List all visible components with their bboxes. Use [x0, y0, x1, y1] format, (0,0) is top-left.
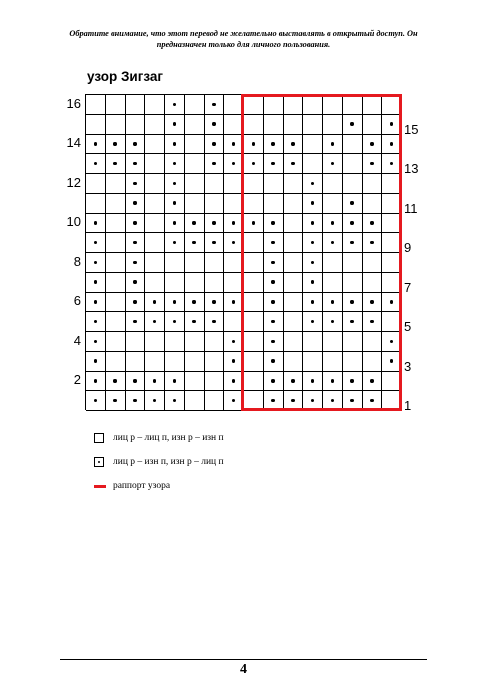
chart-cell-knit [323, 332, 343, 352]
chart-cell-purl [382, 135, 402, 155]
chart-cell-purl [303, 293, 323, 313]
chart-cell-knit [224, 312, 244, 332]
chart-cell-knit [323, 95, 343, 115]
chart-cell-knit [363, 174, 383, 194]
chart-cell-purl [323, 233, 343, 253]
row-number-label: 12 [66, 174, 81, 190]
chart-cell-purl [382, 293, 402, 313]
chart-cell-purl [165, 174, 185, 194]
empty-square-icon [94, 433, 104, 443]
chart-cell-purl [224, 332, 244, 352]
chart-cell-knit [224, 253, 244, 273]
chart-cell-purl [382, 115, 402, 135]
chart-cell-knit [343, 332, 363, 352]
chart-cell-knit [323, 194, 343, 214]
chart-cell-knit [244, 115, 264, 135]
chart-cell-purl [165, 194, 185, 214]
chart-cell-knit [284, 214, 304, 234]
chart-cell-purl [343, 312, 363, 332]
chart-cell-knit [205, 273, 225, 293]
chart-cell-purl [363, 135, 383, 155]
chart-cell-purl [363, 372, 383, 392]
chart-cell-knit [303, 115, 323, 135]
chart-cell-knit [303, 154, 323, 174]
chart-cell-knit [244, 352, 264, 372]
chart-cell-purl [264, 135, 284, 155]
chart-cell-purl [264, 312, 284, 332]
chart-cell-knit [205, 352, 225, 372]
chart-cell-purl [264, 372, 284, 392]
chart-title: узор Зигзаг [87, 69, 163, 84]
row-number-label: 4 [73, 332, 81, 348]
chart-cell-purl [224, 154, 244, 174]
chart-cell-purl [224, 391, 244, 411]
chart-cell-purl [126, 154, 146, 174]
chart-cell-knit [382, 391, 402, 411]
chart-cell-knit [323, 352, 343, 372]
chart-cell-knit [106, 214, 126, 234]
chart-cell-purl [86, 391, 106, 411]
chart-cell-purl [86, 332, 106, 352]
chart-cell-purl [126, 194, 146, 214]
chart-cell-knit [244, 312, 264, 332]
chart-cell-knit [363, 273, 383, 293]
legend-repeat [94, 480, 170, 492]
chart-cell-knit [86, 95, 106, 115]
chart-cell-purl [303, 233, 323, 253]
chart-cell-knit [165, 253, 185, 273]
chart-cell-knit [185, 174, 205, 194]
dot-square-icon [94, 457, 104, 467]
chart-cell-purl [303, 312, 323, 332]
row-number-label: 10 [66, 214, 81, 230]
chart-cell-knit [343, 154, 363, 174]
chart-cell-purl [106, 372, 126, 392]
chart-cell-knit [284, 194, 304, 214]
chart-cell-knit [106, 174, 126, 194]
chart-cell-knit [382, 273, 402, 293]
chart-cell-purl [145, 312, 165, 332]
chart-cell-purl [244, 135, 264, 155]
chart-cell-knit [145, 273, 165, 293]
chart-cell-purl [343, 372, 363, 392]
row-number-label: 9 [404, 240, 412, 256]
chart-cell-knit [343, 95, 363, 115]
chart-cell-purl [185, 214, 205, 234]
row-number-label: 13 [404, 161, 419, 177]
chart-cell-knit [244, 174, 264, 194]
chart-cell-purl [303, 194, 323, 214]
chart-cell-knit [126, 95, 146, 115]
chart-cell-purl [363, 391, 383, 411]
chart-cell-purl [323, 391, 343, 411]
legend-purl-label: лиц р – изн п, изн р – лиц п [113, 457, 224, 467]
chart-cell-knit [165, 332, 185, 352]
chart-cell-knit [303, 352, 323, 372]
chart-cell-purl [284, 135, 304, 155]
chart-cell-knit [126, 352, 146, 372]
chart-cell-purl [126, 372, 146, 392]
chart-cell-purl [224, 135, 244, 155]
chart-cell-purl [323, 312, 343, 332]
chart-cell-knit [106, 95, 126, 115]
chart-cell-knit [284, 312, 304, 332]
chart-cell-knit [303, 332, 323, 352]
chart-cell-knit [244, 273, 264, 293]
chart-cell-purl [165, 372, 185, 392]
chart-cell-purl [165, 214, 185, 234]
chart-cell-knit [106, 312, 126, 332]
chart-cell-purl [303, 273, 323, 293]
chart-cell-purl [363, 214, 383, 234]
chart-cell-knit [343, 135, 363, 155]
chart-cell-purl [205, 214, 225, 234]
chart-cell-purl [205, 293, 225, 313]
chart-cell-purl [205, 135, 225, 155]
chart-cell-purl [284, 372, 304, 392]
chart-cell-knit [145, 352, 165, 372]
chart-cell-purl [205, 312, 225, 332]
chart-cell-knit [185, 115, 205, 135]
chart-cell-knit [205, 194, 225, 214]
page-number: 4 [240, 662, 247, 677]
legend-knit [94, 432, 224, 444]
chart-cell-purl [86, 293, 106, 313]
chart-cell-knit [205, 372, 225, 392]
chart-cell-knit [165, 352, 185, 372]
chart-cell-purl [86, 135, 106, 155]
chart-cell-purl [165, 233, 185, 253]
row-number-label: 11 [404, 200, 418, 216]
chart-cell-knit [284, 253, 304, 273]
chart-cell-knit [284, 273, 304, 293]
chart-cell-knit [323, 174, 343, 194]
chart-cell-knit [382, 194, 402, 214]
chart-cell-purl [264, 273, 284, 293]
chart-cell-knit [382, 312, 402, 332]
chart-cell-purl [205, 95, 225, 115]
chart-cell-knit [106, 233, 126, 253]
knitting-chart-grid [85, 94, 401, 410]
chart-cell-knit [323, 273, 343, 293]
chart-cell-knit [185, 253, 205, 273]
chart-cell-purl [86, 214, 106, 234]
chart-cell-knit [145, 194, 165, 214]
chart-cell-purl [205, 115, 225, 135]
chart-cell-purl [264, 293, 284, 313]
chart-cell-knit [145, 253, 165, 273]
row-number-label: 14 [66, 135, 81, 151]
chart-cell-knit [145, 95, 165, 115]
chart-cell-purl [264, 391, 284, 411]
chart-cell-purl [165, 95, 185, 115]
chart-cell-purl [264, 253, 284, 273]
chart-cell-purl [165, 293, 185, 313]
chart-cell-knit [264, 194, 284, 214]
chart-cell-purl [303, 253, 323, 273]
chart-cell-purl [264, 214, 284, 234]
chart-cell-purl [106, 391, 126, 411]
chart-cell-purl [323, 135, 343, 155]
chart-cell-purl [264, 233, 284, 253]
chart-cell-purl [106, 135, 126, 155]
red-line-icon [94, 485, 106, 488]
legend-knit-label: лиц р – лиц п, изн р – изн п [113, 433, 224, 443]
chart-cell-purl [363, 293, 383, 313]
chart-cell-knit [145, 233, 165, 253]
footer-rule [60, 659, 427, 660]
chart-cell-knit [323, 253, 343, 273]
chart-cell-knit [185, 332, 205, 352]
chart-cell-purl [126, 293, 146, 313]
chart-cell-purl [323, 214, 343, 234]
chart-cell-knit [224, 174, 244, 194]
chart-cell-knit [244, 253, 264, 273]
chart-cell-purl [86, 372, 106, 392]
chart-cell-purl [224, 352, 244, 372]
chart-cell-knit [145, 154, 165, 174]
chart-cell-purl [303, 214, 323, 234]
chart-cell-knit [185, 352, 205, 372]
chart-cell-knit [145, 115, 165, 135]
chart-cell-knit [165, 273, 185, 293]
chart-cell-knit [106, 293, 126, 313]
chart-cell-knit [284, 352, 304, 372]
chart-cell-knit [264, 174, 284, 194]
chart-cell-knit [244, 233, 264, 253]
chart-cell-knit [106, 352, 126, 372]
legend-purl [94, 456, 224, 468]
chart-cell-knit [363, 95, 383, 115]
chart-cell-knit [382, 233, 402, 253]
chart-cell-knit [205, 253, 225, 273]
chart-cell-knit [185, 154, 205, 174]
chart-cell-purl [343, 233, 363, 253]
chart-cell-purl [303, 174, 323, 194]
chart-cell-purl [205, 233, 225, 253]
chart-cell-knit [284, 115, 304, 135]
chart-cell-knit [86, 194, 106, 214]
chart-cell-purl [185, 293, 205, 313]
chart-cell-knit [244, 293, 264, 313]
chart-cell-knit [106, 273, 126, 293]
chart-cell-purl [145, 293, 165, 313]
chart-cell-purl [303, 372, 323, 392]
chart-cell-knit [244, 391, 264, 411]
chart-cell-purl [343, 214, 363, 234]
chart-cell-purl [323, 372, 343, 392]
chart-cell-knit [205, 391, 225, 411]
chart-cell-knit [185, 391, 205, 411]
chart-cell-purl [343, 194, 363, 214]
chart-cell-purl [284, 391, 304, 411]
chart-cell-knit [284, 233, 304, 253]
chart-cell-knit [185, 194, 205, 214]
chart-cell-purl [224, 372, 244, 392]
chart-cell-knit [106, 332, 126, 352]
chart-cell-knit [323, 115, 343, 135]
chart-cell-knit [244, 95, 264, 115]
chart-cell-purl [323, 154, 343, 174]
chart-cell-knit [363, 352, 383, 372]
chart-cell-knit [224, 194, 244, 214]
chart-cell-purl [363, 233, 383, 253]
chart-cell-purl [145, 391, 165, 411]
chart-cell-knit [185, 273, 205, 293]
chart-cell-purl [363, 312, 383, 332]
chart-cell-knit [284, 174, 304, 194]
chart-cell-knit [303, 95, 323, 115]
chart-cell-knit [363, 115, 383, 135]
chart-cell-purl [264, 332, 284, 352]
row-number-label: 5 [404, 319, 412, 335]
chart-cell-purl [86, 154, 106, 174]
chart-cell-knit [363, 253, 383, 273]
row-number-label: 8 [73, 253, 81, 269]
chart-cell-knit [145, 332, 165, 352]
chart-cell-knit [343, 352, 363, 372]
chart-cell-purl [165, 312, 185, 332]
chart-cell-knit [382, 214, 402, 234]
chart-cell-purl [165, 115, 185, 135]
chart-cell-purl [126, 214, 146, 234]
chart-cell-knit [382, 372, 402, 392]
chart-cell-knit [264, 115, 284, 135]
chart-cell-knit [106, 194, 126, 214]
chart-cell-purl [126, 253, 146, 273]
chart-cell-purl [264, 154, 284, 174]
row-number-label: 2 [73, 372, 81, 388]
chart-cell-purl [224, 293, 244, 313]
chart-cell-knit [382, 253, 402, 273]
chart-cell-purl [86, 253, 106, 273]
row-number-label: 1 [404, 398, 412, 414]
chart-cell-purl [126, 135, 146, 155]
chart-cell-knit [185, 95, 205, 115]
chart-cell-knit [185, 372, 205, 392]
chart-cell-knit [363, 194, 383, 214]
chart-cell-purl [185, 233, 205, 253]
chart-cell-knit [224, 95, 244, 115]
chart-cell-knit [224, 273, 244, 293]
chart-cell-knit [303, 135, 323, 155]
row-number-label: 6 [73, 293, 81, 309]
chart-cell-purl [126, 273, 146, 293]
chart-cell-purl [224, 214, 244, 234]
chart-cell-knit [382, 95, 402, 115]
chart-cell-purl [244, 154, 264, 174]
chart-cell-knit [224, 115, 244, 135]
chart-cell-purl [86, 233, 106, 253]
chart-cell-knit [106, 253, 126, 273]
chart-cell-knit [145, 174, 165, 194]
chart-cell-purl [126, 312, 146, 332]
chart-cell-knit [343, 174, 363, 194]
chart-cell-purl [244, 214, 264, 234]
chart-cell-knit [382, 174, 402, 194]
chart-cell-purl [343, 293, 363, 313]
chart-cell-purl [126, 391, 146, 411]
chart-cell-purl [185, 312, 205, 332]
chart-cell-knit [343, 273, 363, 293]
chart-cell-purl [284, 154, 304, 174]
chart-cell-knit [363, 332, 383, 352]
chart-cell-purl [126, 174, 146, 194]
chart-cell-purl [343, 391, 363, 411]
chart-cell-purl [303, 391, 323, 411]
chart-cell-knit [244, 372, 264, 392]
row-number-label: 16 [66, 95, 81, 111]
notice-text: Обратите внимание, что этот перевод не желательно выставлять в открытый доступ. Он предназначен только для личного пользования. [69, 29, 418, 49]
chart-cell-purl [363, 154, 383, 174]
chart-cell-purl [205, 154, 225, 174]
chart-cell-knit [86, 174, 106, 194]
chart-cell-purl [86, 312, 106, 332]
chart-cell-purl [382, 332, 402, 352]
chart-cell-knit [244, 332, 264, 352]
chart-cell-knit [284, 95, 304, 115]
chart-cell-purl [86, 352, 106, 372]
chart-cell-purl [145, 372, 165, 392]
chart-cell-purl [224, 233, 244, 253]
row-number-label: 3 [404, 358, 412, 374]
chart-cell-knit [244, 194, 264, 214]
chart-cell-purl [106, 154, 126, 174]
chart-cell-knit [343, 253, 363, 273]
row-number-label: 7 [404, 279, 412, 295]
chart-cell-knit [126, 332, 146, 352]
chart-cell-purl [165, 154, 185, 174]
chart-cell-purl [126, 233, 146, 253]
chart-cell-purl [86, 273, 106, 293]
chart-cell-purl [382, 352, 402, 372]
row-number-label: 15 [404, 121, 419, 137]
chart-cell-knit [126, 115, 146, 135]
chart-cell-knit [205, 332, 225, 352]
chart-cell-knit [284, 332, 304, 352]
chart-cell-knit [106, 115, 126, 135]
chart-cell-knit [145, 135, 165, 155]
chart-cell-knit [264, 95, 284, 115]
legend-repeat-label: раппорт узора [113, 481, 171, 491]
chart-cell-purl [323, 293, 343, 313]
chart-cell-knit [284, 293, 304, 313]
chart-cell-knit [145, 214, 165, 234]
chart-cell-purl [343, 115, 363, 135]
chart-cell-purl [165, 391, 185, 411]
chart-cell-purl [382, 154, 402, 174]
chart-cell-knit [185, 135, 205, 155]
chart-cell-knit [205, 174, 225, 194]
chart-cell-purl [165, 135, 185, 155]
chart-cell-purl [264, 352, 284, 372]
chart-cell-knit [86, 115, 106, 135]
